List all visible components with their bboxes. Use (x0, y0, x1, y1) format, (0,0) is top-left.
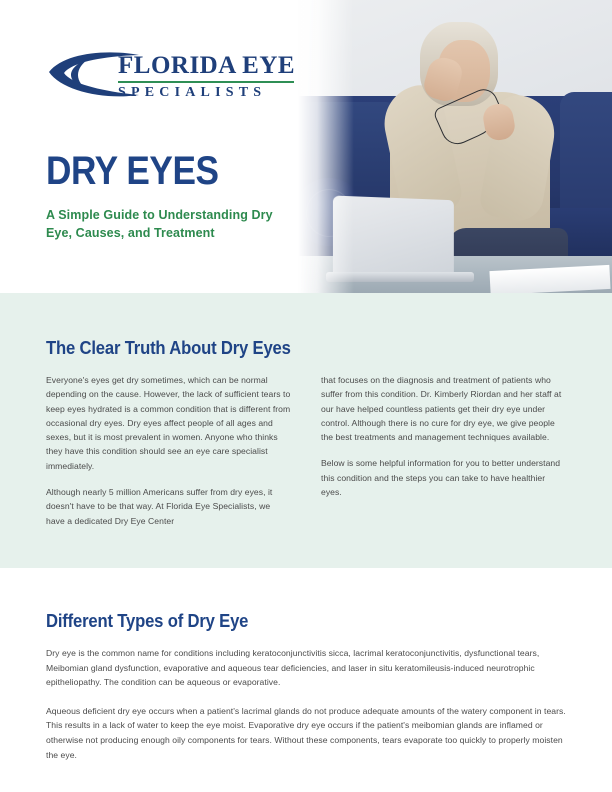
paragraph: Below is some helpful information for you to better understand this condition and the steps you can take to have healthier eyes. (321, 458, 561, 498)
paragraph: that focuses on the diagnosis and treatment of patients who suffer from this condition. Dr. Kimberly Riordan and her staff at our have helped countless patients get their dry eye under control. Although there is no cure for dry eye, we give people the best treatments and management techniques available. (321, 375, 562, 443)
section-clear-truth (0, 293, 612, 568)
section-types-of-dry-eye (0, 568, 612, 762)
hero-photo (298, 0, 612, 293)
page-title: DRY EYES (46, 149, 219, 193)
photo-left-fade-overlay (298, 0, 354, 293)
brand-logo-text (118, 52, 298, 101)
brand-name-secondary: SPECIALISTS (118, 85, 267, 100)
paragraph: Everyone's eyes get dry sometimes, which can be normal depending on the cause. However, the lack of sufficient tears to keep eyes hydrated is a common condition that is different from occasional dry eyes. Dry eyes affect people of all ages and sexes, but it is most prevalent in women. Anyone who thinks they have this condition should see an eye care specialist immediately. (46, 375, 291, 471)
section-one-right-column (321, 373, 566, 528)
hero-title-block (46, 150, 286, 242)
brand-green-rule (118, 81, 294, 83)
section-one-columns (46, 373, 566, 528)
section-one-left-column (46, 373, 291, 528)
paragraph: Dry eye is the common name for conditions including keratoconjunctivitis sicca, lacrimal keratoconjunctivitis, dysfunctional tears, Meibomian gland dysfunction, evaporative and aqueous tear deficiencies, and laser in situ keratomileusis-induced neurotrophic epitheliopathy. The condition can be aqueous or evaporative. (46, 648, 540, 688)
brand-name-primary: FLORIDA EYE (118, 52, 296, 79)
section-two-heading: Different Types of Dry Eye (46, 610, 249, 631)
brand-logo (46, 48, 296, 108)
paragraph: Aqueous deficient dry eye occurs when a patient's lacrimal glands do not produce adequate amounts of the watery component in tears. This results in a lack of water to keep the eye moist. Evaporative dry eye occurs if the patient's meibomian glands are inflamed or otherwise not producing enough oily components for tears. Without these components, tears evaporate too quickly to properly moisten the eye. (46, 705, 566, 760)
paragraph: Although nearly 5 million Americans suffer from dry eyes, it doesn't have to be that way. At Florida Eye Specialists, we have a dedicated Dry Eye Center (46, 487, 273, 526)
section-one-heading: The Clear Truth About Dry Eyes (46, 337, 291, 358)
page-subtitle: A Simple Guide to Understanding Dry Eye, Causes, and Treatment (46, 208, 273, 240)
hero-banner (0, 0, 612, 293)
